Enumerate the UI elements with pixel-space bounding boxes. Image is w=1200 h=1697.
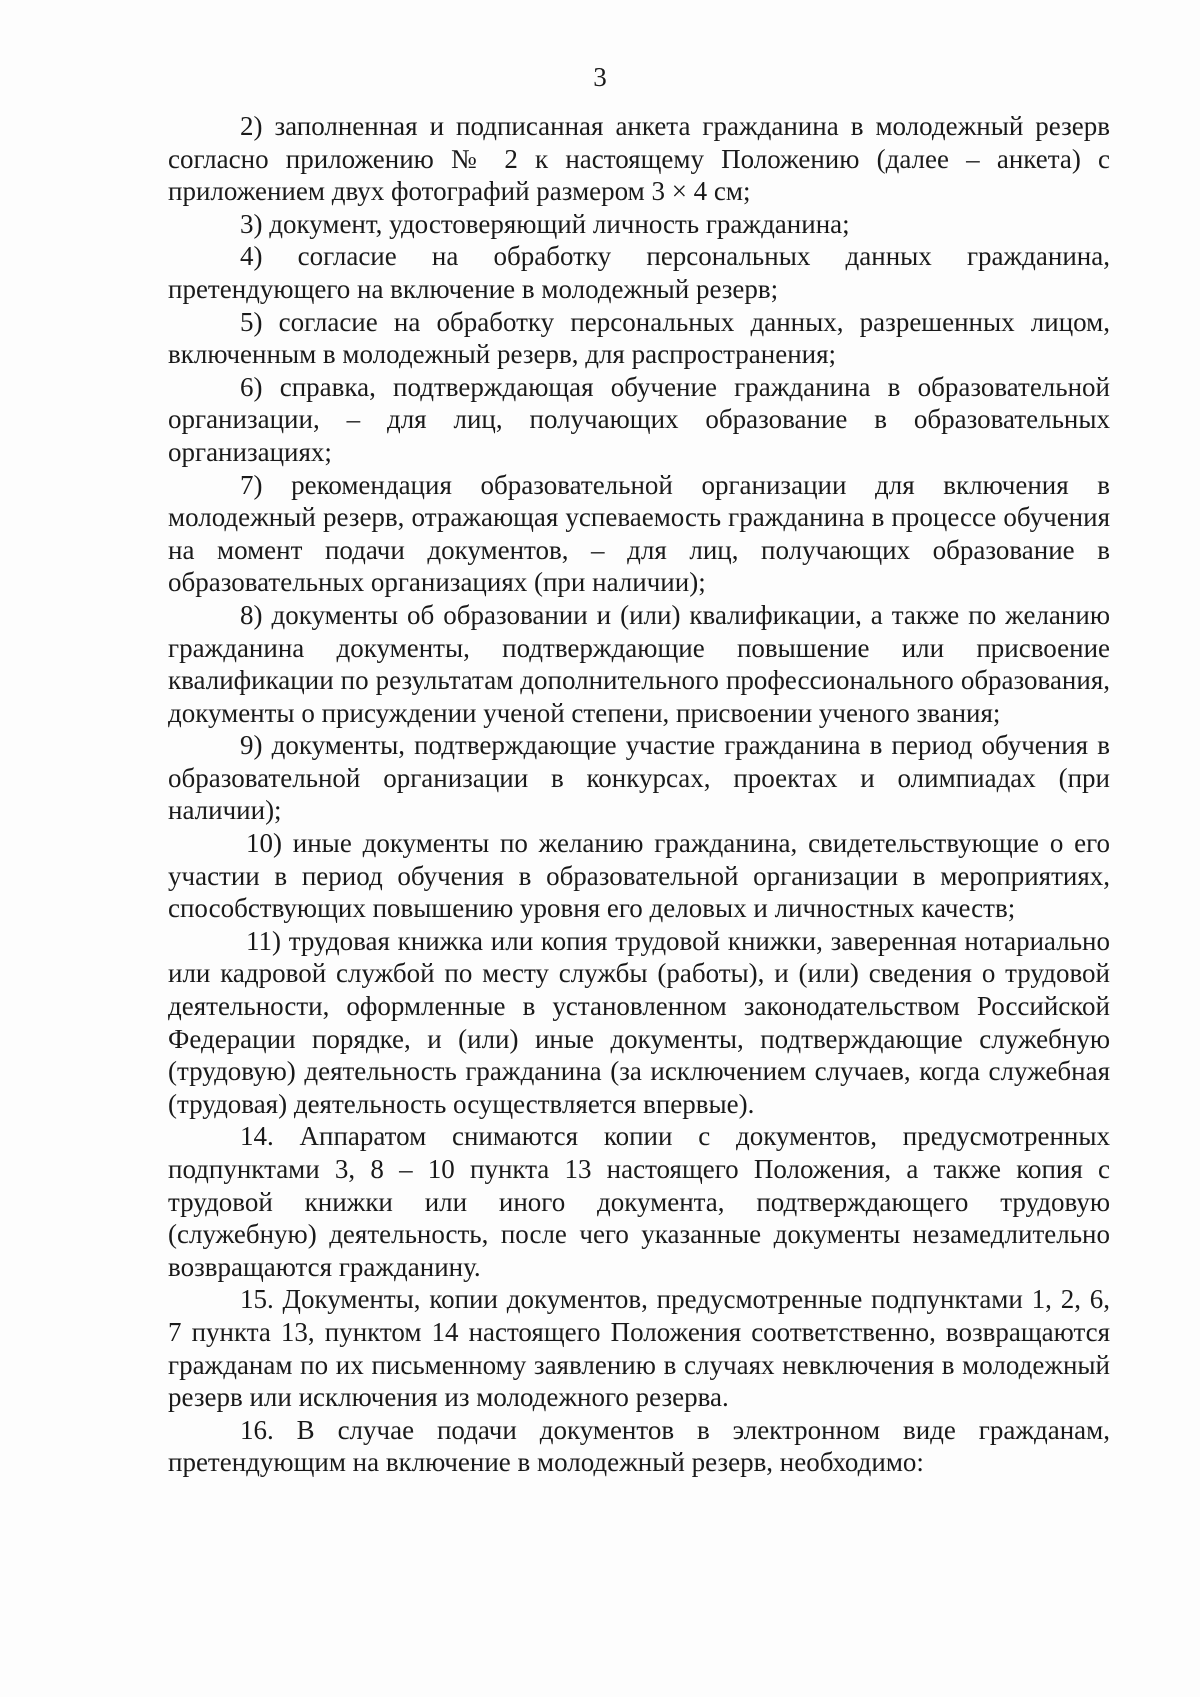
paragraph-item-9: 9) документы, подтверждающие участие гражданина в период обучения в образовательной организации в конкурсах, проектах и олимпиадах (при наличии); bbox=[168, 730, 1110, 826]
paragraph-clause-16: 16. В случае подачи документов в электронном виде гражданам, претендующим на включение в молодежный резерв, необходимо: bbox=[168, 1414, 1110, 1478]
page-number: 3 bbox=[593, 62, 607, 92]
paragraph-item-10: 10) иные документы по желанию гражданина, свидетельствующие о его участии в период обучения в образовательной организации в мероприятиях, способствующих повышению уровня его деловых и личностных качеств; bbox=[168, 828, 1110, 924]
paragraph-item-8: 8) документы об образовании и (или) квалификации, а также по желанию гражданина документы, подтверждающие повышение или присвоение квалификации по результатам дополнительного профессионального образования, документы о присуждении ученой степени, присвоении ученого звания; bbox=[168, 599, 1110, 728]
paragraph-item-2: 2) заполненная и подписанная анкета гражданина в молодежный резерв согласно приложению № 2 к настоящему Положению (далее – анкета) с приложением двух фотографий размером 3 × 4 см; bbox=[168, 111, 1110, 207]
paragraph-item-11: 11) трудовая книжка или копия трудовой книжки, заверенная нотариально или кадровой службой по месту службы (работы), и (или) сведения о трудовой деятельности, оформленные в установленном законодательством Российской Федерации порядке, и (или) иные документы, подтверждающие служебную (трудовую) деятельность гражданина (за исключением случаев, когда служебная (трудовая) деятельность осуществляется впервые). bbox=[168, 925, 1110, 1119]
paragraph-item-3: 3) документ, удостоверяющий личность гражданина; bbox=[240, 208, 850, 239]
paragraph-clause-14: 14. Аппаратом снимаются копии с документов, предусмотренных подпунктами 3, 8 – 10 пункта 13 настоящего Положения, а также копия с трудовой книжки или иного документа, подтверждающего трудовую (служебную) деятельность, после чего указанные документы незамедлительно возвращаются гражданину. bbox=[168, 1121, 1110, 1282]
paragraph-clause-15: 15. Документы, копии документов, предусмотренные подпунктами 1, 2, 6, 7 пункта 13, пунктом 14 настоящего Положения соответственно, возвращаются гражданам по их письменному заявлению в случаях невключения в молодежный резерв или исключения из молодежного резерва. bbox=[168, 1284, 1110, 1413]
document-body bbox=[168, 110, 1110, 1479]
paragraph-item-6: 6) справка, подтверждающая обучение гражданина в образовательной организации, – для лиц, получающих образование в образовательных организациях; bbox=[168, 371, 1110, 467]
paragraph-item-7: 7) рекомендация образовательной организации для включения в молодежный резерв, отражающая успеваемость гражданина в процессе обучения на момент подачи документов, – для лиц, получающих образование в образовательных организациях (при наличии); bbox=[168, 469, 1110, 598]
paragraph-item-5: 5) согласие на обработку персональных данных, разрешенных лицом, включенным в молодежный резерв, для распространения; bbox=[168, 306, 1110, 370]
paragraph-item-4: 4) согласие на обработку персональных данных гражданина, претендующего на включение в молодежный резерв; bbox=[168, 241, 1110, 304]
